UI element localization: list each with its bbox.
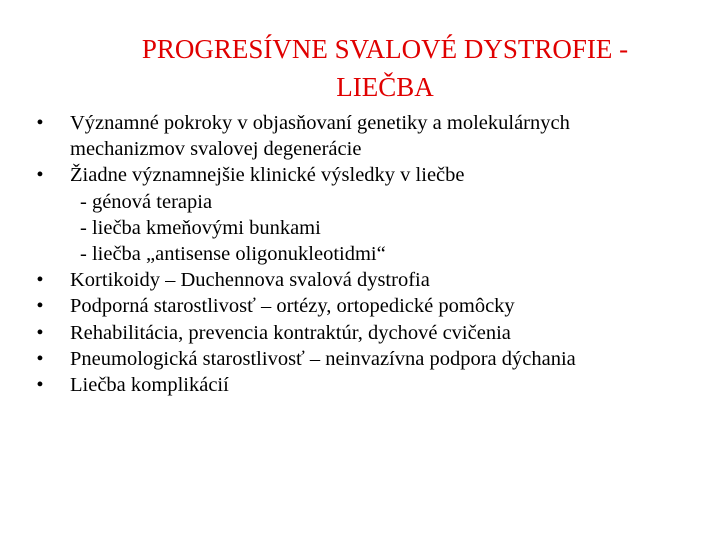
list-item: [30, 267, 700, 293]
bullet-icon: •: [36, 112, 44, 134]
list-item-text: Pneumologická starostlivosť – neinvazívna podpora dýchania: [70, 347, 576, 370]
slide-title-line-2: LIEČBA: [336, 72, 434, 102]
list-item-text: Rehabilitácia, prevencia kontraktúr, dychové cvičenia: [70, 321, 511, 344]
list-item-text: Liečba komplikácií: [70, 374, 229, 397]
list-item-text: Kortikoidy – Duchennova svalová dystrofia: [70, 269, 430, 292]
list-item: [30, 162, 700, 188]
bullet-list: [30, 110, 700, 398]
slide-title-line-1: PROGRESÍVNE SVALOVÉ DYSTROFIE -: [141, 34, 629, 64]
slide-title: [40, 30, 720, 106]
list-item: [30, 293, 700, 319]
sub-item: - liečba „antisense oligonukleotidmi“: [80, 243, 386, 266]
list-item-text-continued: mechanizmov svalovej degenerácie: [70, 138, 362, 161]
bullet-icon: •: [36, 321, 44, 344]
list-item: [30, 110, 700, 162]
list-item-text: Podporná starostlivosť – ortézy, ortopedické pomôcky: [70, 295, 515, 318]
list-item: [30, 372, 700, 398]
sub-item: - liečba kmeňovými bunkami: [80, 216, 321, 239]
list-item: [30, 320, 700, 346]
list-item-text: Žiadne významnejšie klinické výsledky v liečbe: [70, 164, 465, 187]
list-item-text: Významné pokroky v objasňovaní genetiky a molekulárnych: [70, 112, 570, 134]
list-item: [30, 346, 700, 372]
sub-item: - génová terapia: [80, 190, 213, 213]
bullet-icon: •: [36, 164, 44, 187]
bullet-icon: •: [36, 269, 44, 292]
bullet-icon: •: [36, 347, 44, 370]
bullet-icon: •: [36, 295, 44, 318]
bullet-icon: •: [36, 374, 44, 397]
